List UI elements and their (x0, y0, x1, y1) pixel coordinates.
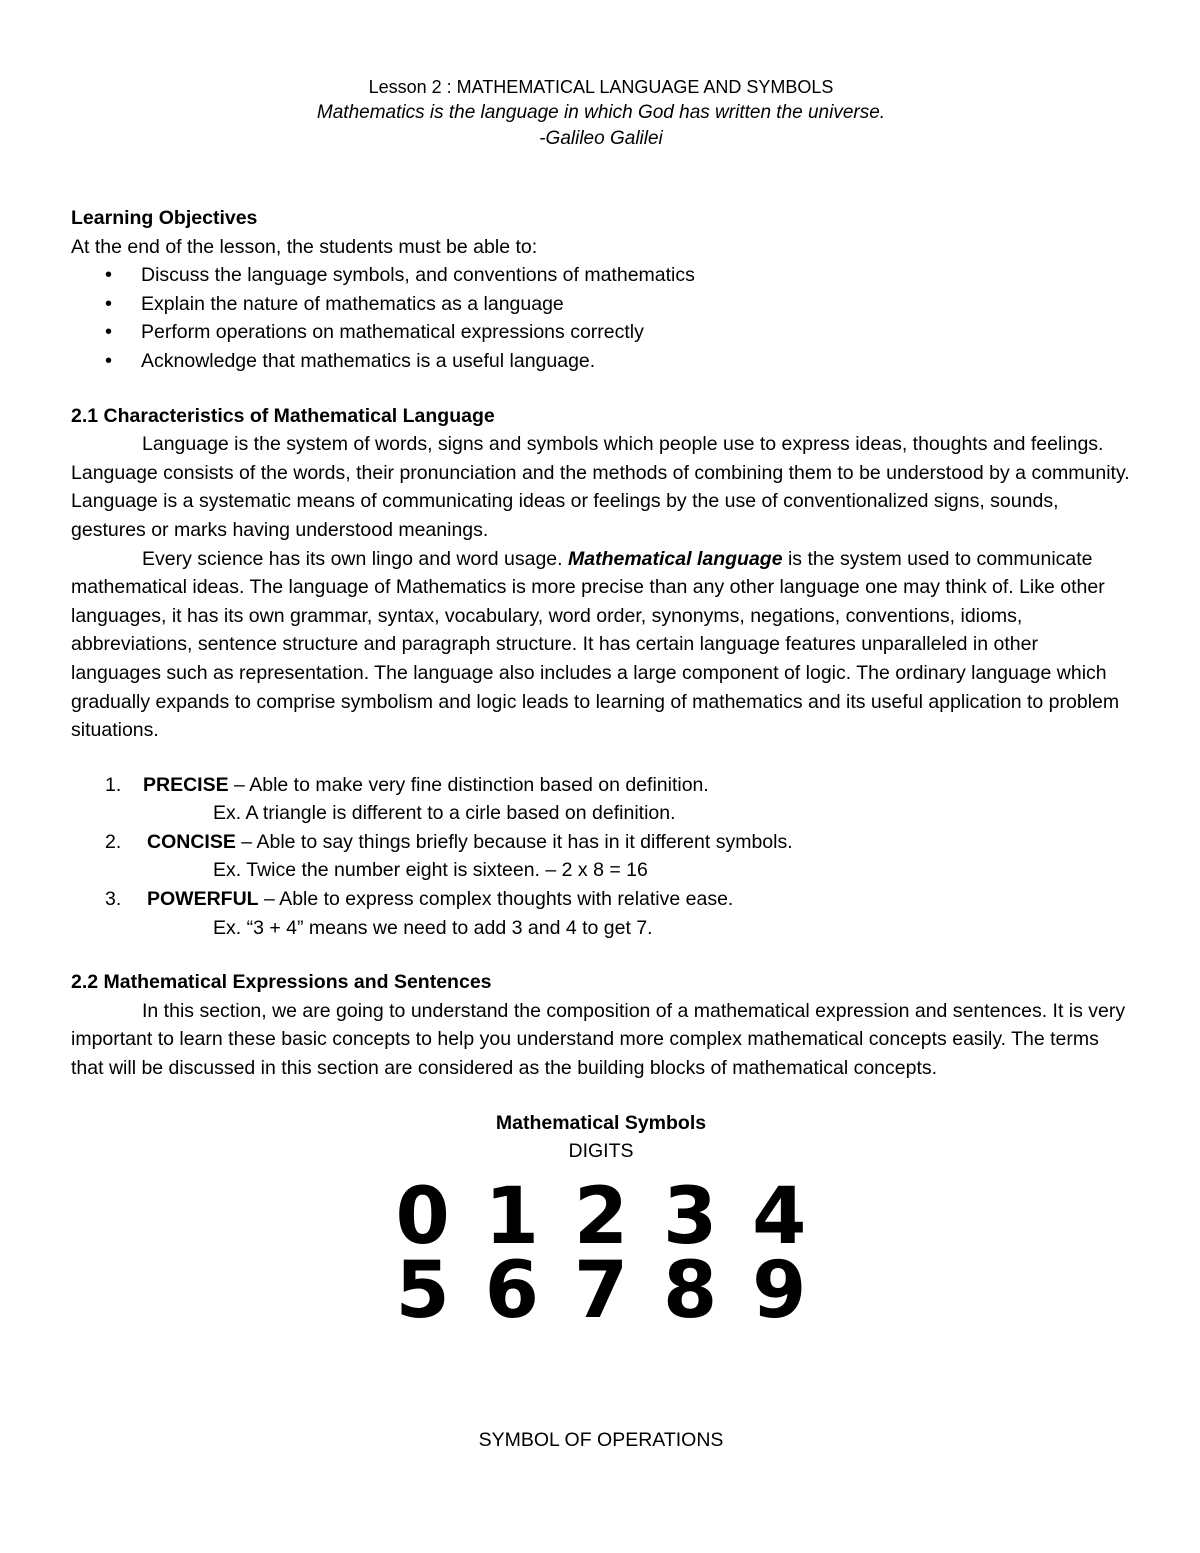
bullet-icon: • (105, 264, 113, 287)
list-item: 1. PRECISE – Able to make very fine distinction based on definition. (105, 773, 709, 796)
section-2-1-paragraph-2: Every science has its own lingo and word usage. Mathematical language is the system used to communicate mathematical ideas. The language of Mathematics is more precise than any other language one may think of. Like other languages, it has its own grammar, syntax, vocabulary, word order, synonyms, negations, conventions, idioms, abbreviations, sentence structure and paragraph structure. It has certain language features unparalleled in other languages such as representation. The language also includes a large component of logic. The ordinary language which gradually expands to comprise symbolism and logic leads to learning of mathematics and its useful application to problem situations. (71, 547, 1120, 742)
operations-heading: SYMBOL OF OPERATIONS (478, 1428, 724, 1451)
digit: 9 (752, 1245, 807, 1336)
digits-subheading: DIGITS (568, 1140, 634, 1163)
symbols-heading: Mathematical Symbols (495, 1111, 707, 1134)
characteristic-example: Ex. A triangle is different to a cirle based on definition. (213, 802, 676, 825)
document-page (71, 74, 1131, 1454)
list-item: • Explain the nature of mathematics as a language (71, 290, 1131, 319)
bullet-icon: • (105, 349, 113, 372)
list-item: • Perform operations on mathematical expressions correctly (71, 318, 1131, 347)
digit: 2 (573, 1171, 629, 1262)
characteristics-list (71, 771, 1131, 943)
list-item: 3. POWERFUL – Able to express complex thoughts with relative ease. (105, 888, 734, 911)
digits-row-1 (71, 1171, 1131, 1262)
digit: 5 (395, 1245, 450, 1336)
bullet-icon: • (105, 292, 113, 315)
digit: 8 (663, 1245, 718, 1336)
characteristic-term: PRECISE (143, 773, 229, 796)
defined-term: Mathematical language (567, 547, 783, 570)
list-item: • Discuss the language symbols, and conventions of mathematics (71, 261, 1131, 290)
section-2-2-paragraph: In this section, we are going to understand the composition of a mathematical expression and sentences. It is very important to learn these basic concepts to help you understand more complex mathematical concepts easily. The terms that will be discussed in this section are considered as the building blocks of mathematical concepts. (71, 999, 1126, 1080)
characteristic-example: Ex. “3 + 4” means we need to add 3 and 4 to get 7. (213, 916, 653, 939)
digit: 4 (752, 1171, 807, 1262)
objectives-intro: At the end of the lesson, the students must be able to: (71, 235, 538, 258)
digit: 1 (484, 1171, 539, 1262)
epigraph-quote: Mathematics is the language in which God has written the universe. (316, 102, 886, 123)
list-item: 2. CONCISE – Able to say things briefly because it has in it different symbols. (105, 830, 793, 853)
lesson-title: Lesson 2 : MATHEMATICAL LANGUAGE AND SYMBOLS (368, 77, 834, 97)
characteristic-term: POWERFUL (147, 888, 259, 911)
characteristic-term: CONCISE (147, 830, 236, 853)
digit: 0 (395, 1171, 450, 1262)
epigraph-attribution: -Galileo Galilei (539, 128, 663, 149)
digit: 7 (573, 1245, 629, 1336)
digits-illustration (71, 1171, 1131, 1336)
digit: 3 (663, 1171, 718, 1262)
digit: 6 (484, 1245, 539, 1336)
characteristic-example: Ex. Twice the number eight is sixteen. – 2 x 8 = 16 (213, 859, 648, 882)
section-heading-2-1: 2.1 Characteristics of Mathematical Language (71, 404, 495, 427)
digits-row-2 (71, 1245, 1131, 1336)
section-heading-2-2: 2.2 Mathematical Expressions and Sentences (71, 971, 492, 994)
list-item: • Acknowledge that mathematics is a useful language. (71, 347, 1131, 376)
objectives-list (71, 261, 1131, 375)
section-2-1-paragraph-1: Language is the system of words, signs and symbols which people use to express ideas, thoughts and feelings. Language consists of the words, their pronunciation and the methods of combining them to be understood by a community. Language is a systematic means of communicating ideas or feelings by the use of conventionalized signs, sounds, gestures or marks having understood meanings. (71, 433, 1130, 541)
objectives-heading: Learning Objectives (71, 207, 258, 229)
bullet-icon: • (105, 321, 113, 344)
